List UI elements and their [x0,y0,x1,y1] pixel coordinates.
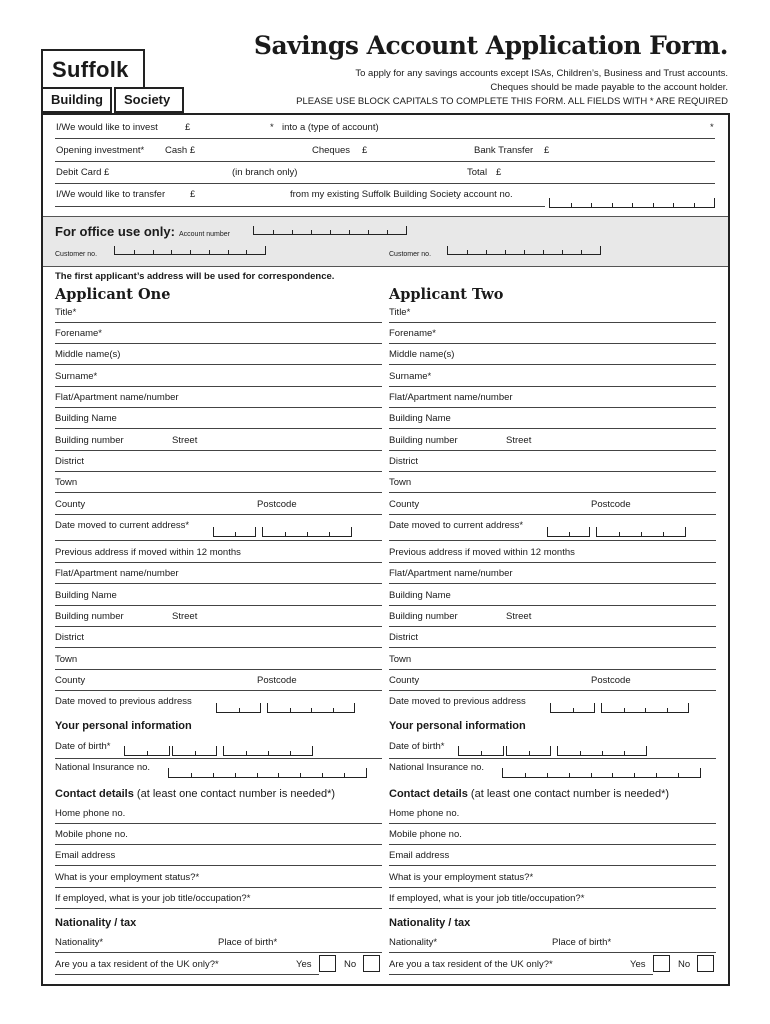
applicant-one-no-label: No [344,959,357,970]
applicant-two-flat-label: Flat/Apartment name/number [389,392,513,403]
logo [41,49,145,89]
box-divider [612,773,613,777]
applicant-one-building-number-label: Building number [55,435,124,446]
box-divider [591,773,592,777]
box-divider [209,250,210,254]
applicant-one-heading: Applicant One [55,286,171,303]
box-divider [290,708,291,712]
applicant-two-prev-street-input[interactable] [389,626,716,627]
cash-label: Cash £ [165,145,196,156]
invest-input[interactable] [55,138,715,139]
applicant-two-yes-label: Yes [630,959,646,970]
applicant-one-ni-label: National Insurance no. [55,762,151,773]
applicant-two-flat-input[interactable] [389,407,716,408]
applicant-two-yes-checkbox[interactable] [653,955,670,972]
applicant-one-date-current-year[interactable] [262,527,352,537]
box-divider [134,250,135,254]
applicant-one-contact-note: (at least one contact number is needed*) [136,788,336,800]
box-divider [191,773,192,777]
box-divider [278,773,279,777]
office-account-boxes[interactable] [253,226,407,235]
applicant-one-birthplace-label: Place of birth* [218,937,278,948]
applicant-two-no-checkbox[interactable] [697,955,714,972]
applicant-one-prev-flat-label: Flat/Apartment name/number [55,568,179,579]
applicant-two-prev-flat-label: Flat/Apartment name/number [389,568,513,579]
box-divider [387,230,388,234]
total-pound: £ [496,167,502,178]
box-divider [524,250,525,254]
applicant-two-prev-street-label: Street [506,611,532,622]
applicant-one-prev-building-number-label: Building number [55,611,124,622]
box-divider [591,203,592,207]
box-divider [153,250,154,254]
applicant-one-previous-label: Previous address if moved within 12 months [55,547,241,558]
transfer-pound: £ [190,189,196,200]
applicant-one-dob-month[interactable] [172,746,217,756]
transfer-input[interactable] [55,206,545,207]
applicant-one-middle-label: Middle name(s) [55,349,121,360]
applicant-two-ni-label: National Insurance no. [389,762,485,773]
applicant-one-county-input[interactable] [55,514,382,515]
applicant-one-mobile-input[interactable] [55,844,382,845]
applicant-two-date-previous-year[interactable] [601,703,689,713]
applicant-two-date-previous-label: Date moved to previous address [389,696,526,707]
applicant-two-county-input[interactable] [389,514,716,515]
applicant-one-building_name-label: Building Name [55,413,117,424]
applicant-one-no-checkbox[interactable] [363,955,380,972]
applicant-one-district-input[interactable] [55,471,382,472]
box-divider [213,773,214,777]
box-divider [290,751,291,755]
box-divider [300,773,301,777]
box-divider [653,203,654,207]
box-divider [368,230,369,234]
box-divider [581,250,582,254]
applicant-one-yes-label: Yes [296,959,312,970]
subtitle-3: PLEASE USE BLOCK CAPITALS TO COMPLETE THIS FORM. ALL FIELDS WITH * ARE REQUIRED [296,96,728,107]
box-divider [246,250,247,254]
applicant-two-contact-note: (at least one contact number is needed*) [470,788,670,800]
applicant-one-date-current-label: Date moved to current address* [55,520,190,531]
box-divider [195,751,196,755]
applicant-one-mobile-label: Mobile phone no. [55,829,128,840]
box-divider [543,250,544,254]
applicant-two-occupation-input[interactable] [389,908,716,909]
applicant-one-nat-tax-heading: Nationality / tax [55,917,137,929]
applicant-two-middle-input[interactable] [389,364,716,365]
applicant-one-dob-year[interactable] [223,746,313,756]
applicant-one-forename-input[interactable] [55,343,382,344]
box-divider [525,773,526,777]
applicant-two-email-input[interactable] [389,865,716,866]
applicant-two-building_name-label: Building Name [389,413,451,424]
box-divider [573,708,574,712]
office-customer-boxes-2[interactable] [447,246,601,255]
box-divider [632,203,633,207]
box-divider [273,230,274,234]
applicant-one-prev-town-input[interactable] [55,669,382,670]
box-divider [246,751,247,755]
applicant-two-nat-tax-heading: Nationality / tax [389,917,471,929]
applicant-two-mobile-input[interactable] [389,844,716,845]
logo-name: Suffolk [52,57,129,82]
applicant-one-email-input[interactable] [55,865,382,866]
applicant-two-building-number-label: Building number [389,435,458,446]
applicant-two-title-input[interactable] [389,322,716,323]
debit-input[interactable] [55,183,715,184]
applicant-one-date-current-line [55,540,382,541]
applicant-one-prev-building-name-input[interactable] [55,605,382,606]
applicant-two-prev-postcode-label: Postcode [591,675,631,686]
opening-label: Opening investment* [56,145,145,156]
applicant-two-nationality-input[interactable] [389,952,716,953]
box-divider [147,751,148,755]
box-divider [285,532,286,536]
applicant-one-town-label: Town [55,477,78,488]
applicant-two-prev-town-label: Town [389,654,412,665]
box-divider [344,773,345,777]
logo-building: Building [41,87,112,113]
invest-into: into a (type of account) [282,122,379,133]
applicant-two-prev-building-name-input[interactable] [389,605,716,606]
applicant-two-ni-boxes[interactable] [502,768,701,778]
applicant-one-title-input[interactable] [55,322,382,323]
box-divider [641,532,642,536]
office-account-label: Account number [179,231,230,238]
applicant-one-street-input[interactable] [55,450,382,451]
applicant-two-forename-input[interactable] [389,343,716,344]
applicant-one-nationality-label: Nationality* [55,937,104,948]
applicant-one-prev-street-input[interactable] [55,626,382,627]
applicant-two-home-input[interactable] [389,823,716,824]
applicant-two-previous-label: Previous address if moved within 12 months [389,547,575,558]
applicant-one-personal-heading: Your personal information [55,720,192,732]
applicant-two-no-label: No [678,959,691,970]
applicant-two-date-current-line [389,540,716,541]
applicant-one-prev-flat-input[interactable] [55,583,382,584]
applicant-two-building_name-input[interactable] [389,428,716,429]
applicant-one-forename-label: Forename* [55,328,102,339]
logo-society: Society [114,87,184,113]
applicant-two-employment-input[interactable] [389,887,716,888]
box-divider [529,751,530,755]
applicant-two-dob-month[interactable] [506,746,551,756]
applicant-two-town-input[interactable] [389,492,716,493]
box-divider [307,532,308,536]
applicant-two-district-input[interactable] [389,471,716,472]
applicant-one-ni-boxes[interactable] [168,768,367,778]
applicant-two-dob-year[interactable] [557,746,647,756]
cheques-pound: £ [362,145,368,156]
box-divider [612,203,613,207]
applicant-two-prev-building-number-label: Building number [389,611,458,622]
box-divider [624,708,625,712]
applicant-one-date-current-month[interactable] [213,527,256,537]
account-number-boxes[interactable] [549,198,715,208]
applicant-one-building_name-input[interactable] [55,428,382,429]
branch-label: (in branch only) [232,167,298,178]
applicant-one-dob-line [55,758,382,759]
applicant-one-town-input[interactable] [55,492,382,493]
applicant-one-county-label: County [55,499,86,510]
applicant-one-prev-town-label: Town [55,654,78,665]
applicant-one-district-label: District [55,456,85,467]
box-divider [190,250,191,254]
applicant-two-previous-line [389,562,716,563]
applicant-two-date-current-month[interactable] [547,527,590,537]
transfer-label: I/We would like to transfer [56,189,166,200]
applicant-one-flat-label: Flat/Apartment name/number [55,392,179,403]
applicant-one-nationality-input[interactable] [55,952,382,953]
applicant-one-dob-label: Date of birth* [55,741,111,752]
applicant-two-prev-district-input[interactable] [389,647,716,648]
correspondence-note: The first applicant’s address will be used for correspondence. [55,271,335,282]
applicant-two-dob-day[interactable] [458,746,504,756]
applicant-two-prev-county-input[interactable] [389,690,716,691]
box-divider [505,250,506,254]
applicant-one-employment-label: What is your employment status?* [55,872,200,883]
applicant-one-prev-district-label: District [55,632,85,643]
box-divider [349,230,350,234]
applicant-two-email-label: Email address [389,850,450,861]
applicant-two-prev-flat-input[interactable] [389,583,716,584]
applicant-two-dob-label: Date of birth* [389,741,445,752]
debit-label: Debit Card £ [56,167,110,178]
applicant-one-surname-input[interactable] [55,386,382,387]
bank-label: Bank Transfer [474,145,534,156]
box-divider [311,708,312,712]
applicant-one-previous-line [55,562,382,563]
applicant-two-middle-label: Middle name(s) [389,349,455,360]
box-divider [694,203,695,207]
subtitle-2: Cheques should be made payable to the account holder. [490,82,728,93]
opening-input[interactable] [55,161,715,162]
box-divider [663,532,664,536]
box-divider [656,773,657,777]
applicant-two-street-input[interactable] [389,450,716,451]
applicant-two-prev-district-label: District [389,632,419,643]
applicant-one-tax-line [55,974,319,975]
applicant-one-dob-day[interactable] [124,746,170,756]
box-divider [257,773,258,777]
applicant-two-nationality-label: Nationality* [389,937,438,948]
applicant-two-prev-building-name-label: Building Name [389,590,451,601]
applicant-one-yes-checkbox[interactable] [319,955,336,972]
applicant-one-home-label: Home phone no. [55,808,126,819]
applicant-one-contact-title: Contact details [55,788,134,800]
applicant-two-surname-label: Surname* [389,371,432,382]
applicant-two-occupation-label: If employed, what is your job title/occupation?* [389,893,585,904]
transfer-from: from my existing Suffolk Building Society account no. [290,189,513,200]
box-divider [624,751,625,755]
box-divider [569,773,570,777]
applicant-one-prev-district-input[interactable] [55,647,382,648]
cheques-label: Cheques [312,145,351,156]
applicant-two-street-label: Street [506,435,532,446]
total-label: Total [467,167,488,178]
box-divider [619,532,620,536]
box-divider [171,250,172,254]
applicant-one-email-label: Email address [55,850,116,861]
applicant-one-home-input[interactable] [55,823,382,824]
applicant-two-date-current-label: Date moved to current address* [389,520,524,531]
box-divider [311,230,312,234]
invest-star: * [270,122,274,133]
applicant-two-prev-county-label: County [389,675,420,686]
box-divider [667,708,668,712]
applicant-two-postcode-label: Postcode [591,499,631,510]
subtitle-1: To apply for any savings accounts except ISAs, Children’s, Business and Trust accounts. [355,68,728,79]
applicant-two-heading: Applicant Two [389,286,504,303]
applicant-two-contact-title: Contact details [389,788,468,800]
applicant-two-birthplace-label: Place of birth* [552,937,612,948]
applicant-one-date-previous-label: Date moved to previous address [55,696,192,707]
box-divider [329,532,330,536]
box-divider [634,773,635,777]
office-customer-label-1: Customer no. [55,251,98,258]
applicant-one-prev-county-input[interactable] [55,690,382,691]
invest-pound: £ [185,122,191,133]
applicant-two-dob-line [389,758,716,759]
applicant-two-contact-heading [389,788,669,800]
invest-label: I/We would like to invest [56,122,158,133]
office-customer-label-2: Customer no. [389,251,432,258]
applicant-two-surname-input[interactable] [389,386,716,387]
applicant-two-employment-label: What is your employment status?* [389,872,534,883]
box-divider [571,203,572,207]
applicant-two-town-label: Town [389,477,412,488]
applicant-one-prev-postcode-label: Postcode [257,675,297,686]
applicant-two-forename-label: Forename* [389,328,436,339]
box-divider [486,250,487,254]
office-customer-boxes-1[interactable] [114,246,266,255]
box-divider [467,250,468,254]
applicant-two-tax-label: Are you a tax resident of the UK only?* [389,959,553,970]
applicant-one-prev-county-label: County [55,675,86,686]
box-divider [547,773,548,777]
box-divider [239,708,240,712]
applicant-two-district-label: District [389,456,419,467]
applicant-one-occupation-input[interactable] [55,908,382,909]
box-divider [602,751,603,755]
box-divider [569,532,570,536]
applicant-two-date-previous-month[interactable] [550,703,595,713]
applicant-one-date-previous-month[interactable] [216,703,261,713]
applicant-two-personal-heading: Your personal information [389,720,526,732]
applicant-one-prev-building-name-label: Building Name [55,590,117,601]
applicant-one-street-label: Street [172,435,198,446]
applicant-two-date-current-year[interactable] [596,527,686,537]
applicant-one-prev-street-label: Street [172,611,198,622]
applicant-one-flat-input[interactable] [55,407,382,408]
applicant-one-contact-heading [55,788,335,800]
box-divider [330,230,331,234]
box-divider [481,751,482,755]
box-divider [645,708,646,712]
applicant-two-prev-town-input[interactable] [389,669,716,670]
applicant-two-mobile-label: Mobile phone no. [389,829,462,840]
page-title: Savings Account Application Form. [253,31,728,60]
office-title: For office use only: [55,224,175,239]
applicant-one-employment-input[interactable] [55,887,382,888]
box-divider [228,250,229,254]
applicant-one-tax-label: Are you a tax resident of the UK only?* [55,959,219,970]
applicant-one-surname-label: Surname* [55,371,98,382]
box-divider [292,230,293,234]
applicant-two-county-label: County [389,499,420,510]
invest-star-2: * [710,122,714,133]
applicant-one-middle-input[interactable] [55,364,382,365]
box-divider [235,773,236,777]
box-divider [673,203,674,207]
box-divider [580,751,581,755]
box-divider [333,708,334,712]
applicant-one-occupation-label: If employed, what is your job title/occupation?* [55,893,251,904]
box-divider [562,250,563,254]
applicant-one-postcode-label: Postcode [257,499,297,510]
applicant-one-date-previous-year[interactable] [267,703,355,713]
applicant-one-title-label: Title* [55,307,77,318]
applicant-two-home-label: Home phone no. [389,808,460,819]
bank-pound: £ [544,145,550,156]
box-divider [322,773,323,777]
box-divider [268,751,269,755]
box-divider [678,773,679,777]
applicant-two-title-label: Title* [389,307,411,318]
applicant-two-tax-line [389,974,653,975]
box-divider [235,532,236,536]
